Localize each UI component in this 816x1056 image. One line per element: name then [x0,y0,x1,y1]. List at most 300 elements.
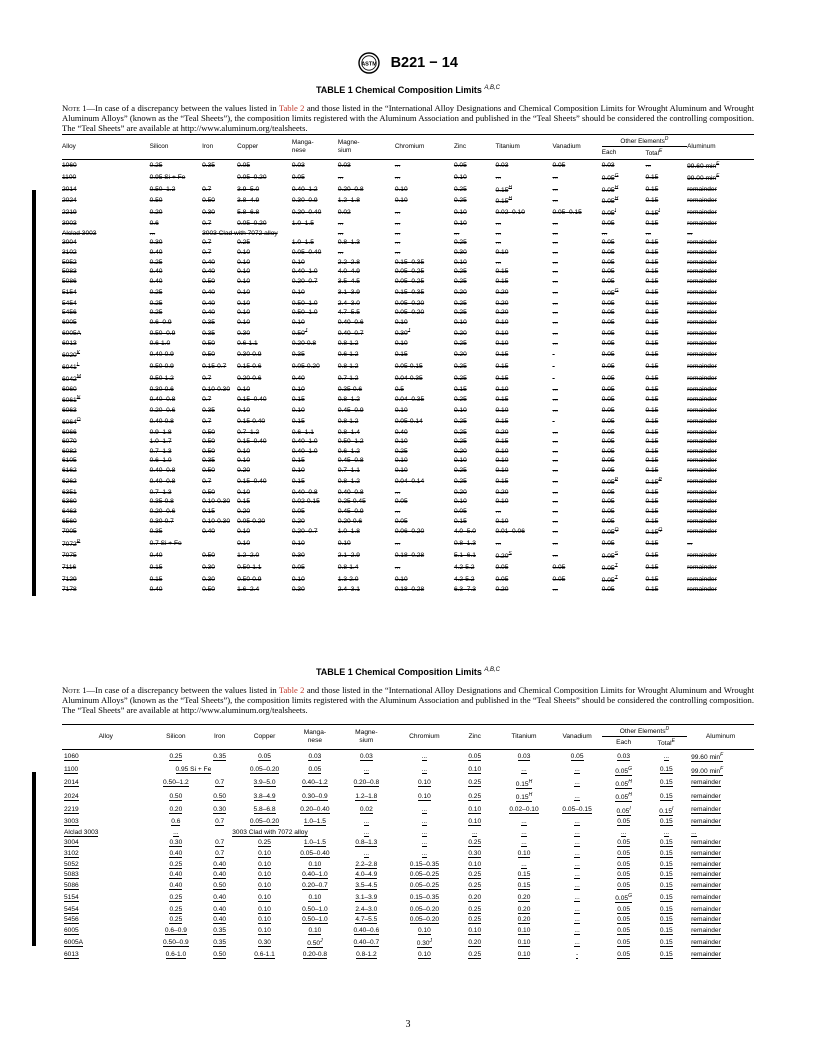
deleted-table-cell: $0.05^I$ [601,208,616,218]
deleted-table-cell: remainder [687,288,717,296]
new-table-cell: $0.15^I$ [659,805,674,815]
deleted-table-cell: 0.30-0.7 [149,517,174,525]
deleted-table-row [62,258,754,268]
deleted-table-cell: 0.15 [645,396,659,404]
deleted-table-cell: 0.15 [237,498,251,506]
new-table-cell: ... [574,849,580,857]
deleted-table-cell: 0.8-1.4 [337,563,359,571]
new-table-cell: 0.05 [570,752,584,760]
new-table-cell: 0.05 [617,839,631,847]
deleted-table-cell: 0.05–0.25 [394,268,425,276]
new-table-cell: 0.40 [169,871,183,879]
composition-table-new: Alloy Silicon Iron Copper Manga- nese Magne- sium Chromium Zinc Titanium Vanadium Other Elements$^D$ Aluminum Each Total$^E$ 1060 0.25 0.35 0.05 0.03 0.03 ... 0.05 0.03 0.05 0.03 ... 99.60 $\min^F$ 1100 0.95 Si + Fe 0.05–0.20 0.05 ... ... 0.10 ... ... $0.05^G$ 0.15 99.00 $\min^F$ 2014 0.50–1.2 0.7 3.9–5.0 0.40–1.2 0.20–0.8 0.10 0.25 $0.15^H$ ... $0.05^H$ 0.15 remainder 2024 0.50 0.50 3.8–4.9 0.30–0.9 1.2–1.8 0.10 0.25 $0.15^H$ ... $0.05^H$ 0.15 remainder 2219 0.20 0.30 5.8–6.8 0.20–0.40 0.02 ... 0.10 0.02–0.10 0.05–0.15 $0.05^I$ $0.15^I$ remainder 3003 0.6 0.7 0.05–0.20 1.0–1.5 ... ... 0.10 ... ... 0.05 0.15 remainder Alclad 3003 ... 3003 Clad with 7072 alloy ... ... ... ... ... ... ... ... 3004 0.30 0.7 0.25 1.0–1.5 0.8–1.3 ... 0.25 ... ... 0.05 0.15 remainder 3102 0.40 0.7 0.10 0.05–0.40 ... ... 0.30 0.10 ... 0.05 0.15 remainder 5052 0.25 0.40 0.10 0.10 2.2–2.8 0.15–0.35 0.10 ... ... 0.05 0.15 remainder 5083 0.40 0.40 0.10 0.40–1.0 4.0–4.9 0.05–0.25 0.25 0.15 ... 0.05 0.15 remainder 5086 0.40 0.50 0.10 0.20–0.7 3.5–4.5 0.05–0.25 0.25 0.15 ... 0.05 0.15 remainder 5154 0.25 0.40 0.10 0.10 3.1–3.9 0.15–0.35 0.20 0.20 ... $0.05^G$ 0.15 remainder 5454 0.25 0.40 0.10 0.50–1.0 2.4–3.0 0.05–0.20 0.25 0.20 ... 0.05 0.15 remainder 5456 0.25 0.40 0.10 0.50–1.0 4.7–5.5 0.05–0.20 0.25 0.20 ... 0.05 0.15 remainder 6005 0.6–0.9 0.35 0.10 0.10 0.40–0.6 0.10 0.10 0.10 ... 0.05 0.15 remainder 6005A 0.50–0.9 0.35 0.30 $0.50^J$ 0.40–0.7 $0.30^J$ 0.20 0.10 ... 0.05 0.15 remainder 6013 0.6-1.0 0.50 0.6-1.1 0.20-0.8 0.8-1.2 0.10 0.25 0.10 - 0.05 0.15 remainder [62,724,754,961]
deleted-table-cell: ... [552,407,558,415]
new-table-cell: Alclad 3003 [64,828,99,836]
deleted-table-cell: 7005 [62,528,77,536]
new-table-cell: 0.6-1.1 [254,950,275,958]
new-table-cell: ... [663,752,670,760]
deleted-table-cell: 0.05 [601,309,615,317]
deleted-table-cell: 0.15–0.35 [394,258,425,266]
new-table-cell: ... [574,792,580,800]
new-table-cell: ... [574,893,580,901]
deleted-table-cell: 0.20 [453,351,467,359]
deleted-table-cell: 6.3–7.3 [453,586,476,594]
deleted-table-cell: 0.20–0.6 [149,507,176,515]
deleted-table-cell: 0.05 [601,447,615,455]
new-table-cell: $0.05^I$ [616,805,631,815]
deleted-table-cell: 0.18–0.28 [394,552,425,560]
deleted-table-cell: 1.2–1.8 [337,197,360,205]
deleted-table-cell: remainder [687,447,717,455]
deleted-table-cell: 0.05 [291,173,305,181]
deleted-table-cell: ... [495,258,502,266]
new-table-cell: 0.15 [659,905,673,913]
deleted-table-cell: 1.0–1.5 [291,220,314,228]
new-table-cell: ... [574,881,580,889]
deleted-table-cell: 0.25 [453,278,467,286]
deleted-table-row [62,299,754,309]
deleted-table-cell: 0.10 [453,498,467,506]
new-table-cell: 6013 [64,950,79,958]
deleted-table-cell: 6005A [62,329,82,337]
new-table-cell: $0.50^J$ [307,938,323,948]
new-table-cell: 0.7 [215,818,225,826]
new-table-cell: ... [471,828,478,836]
deleted-table-cell: 0.40–0.8 [337,488,364,496]
deleted-table-row [62,538,754,550]
new-table-cell: 0.03 [308,752,322,760]
new-table-cell: 0.50 [213,792,227,800]
deleted-table-cell: 5052 [62,258,77,266]
deleted-table-cell: 0.25 [453,185,467,193]
deleted-table-cell: 0.15 [645,173,659,181]
new-table-cell: 0.15 [659,792,673,800]
deleted-table-cell: 0.7 [202,417,212,425]
deleted-table-cell: 0.40–0.8 [291,488,318,496]
deleted-table-cell: 0.50 [202,447,215,455]
deleted-table-cell: ... [552,498,558,506]
deleted-table-cell: 0.50 [202,438,215,446]
deleted-table-cell: 0.15 [645,428,659,436]
new-table-cell: 0.40 [213,916,227,924]
new-table-cell: 0.15 [659,860,673,868]
new-table-cell: 0.05 [617,860,631,868]
new-table-cell: 0.10 [258,905,271,913]
deleted-table-cell: 0.10 [237,407,251,415]
deleted-table-cell: 3.1–3.9 [337,288,360,296]
deleted-table-cell: 0.20 [453,288,467,296]
deleted-table-cell: 0.10 [291,407,305,415]
deleted-table-cell: 0.50 [202,197,215,205]
deleted-table-cell: 0.25 [453,309,467,317]
deleted-table-cell: 1.0–1.7 [149,438,172,446]
deleted-table-cell: $0.05^T$ [601,562,618,572]
new-table-cell: 0.40 [169,881,183,889]
deleted-table-cell: 0.15 [645,385,659,393]
deleted-table-cell: 0.10 [291,288,305,296]
deleted-table-cell: 0.25 [453,239,467,247]
deleted-table-cell: ... [453,229,460,237]
deleted-table-cell: ... [552,396,558,404]
deleted-table-cell: ... [552,288,558,296]
deleted-table-cell: 0.35 [149,528,163,536]
new-table-cell: ... [574,828,580,836]
deleted-table-cell: 0.04-0.35 [394,374,423,382]
deleted-table-cell: 0.7–1.1 [337,467,360,475]
deleted-table-cell: ... [552,477,558,485]
new-table-cell: ... [691,828,697,836]
deleted-table-cell: 0.25 [453,268,467,276]
new-table-cell: ... [363,765,370,773]
new-table-cell: 1100 [64,765,79,773]
deleted-table-cell: 0.35 [202,161,215,169]
deleted-table-cell: 0.20 [495,309,509,317]
deleted-table-cell: 0.05-0.14 [394,417,423,425]
deleted-table-row [62,497,754,507]
deleted-table-cell: 0.15 [453,385,467,393]
new-table-cell: $0.05^G$ [615,765,632,775]
new-table-cell: 5083 [64,871,79,879]
deleted-table-cell: 0.10 [237,318,251,326]
deleted-table-cell: 0.10 [453,173,467,181]
deleted-table-cell: 0.30 [202,209,215,217]
new-table-row [62,859,754,870]
deleted-table-cell: 0.10 [495,318,509,326]
deleted-table-cell: $0.15^I$ [645,208,660,218]
new-table-cell: 3.9–5.0 [253,779,276,787]
new-table-cell: 0.05 [468,752,482,760]
new-table-cell: 0.20–0.8 [353,779,380,787]
new-table-cell: remainder [691,871,721,879]
deleted-table-cell: ... [552,173,558,181]
new-table-cell: 0.25 [468,792,482,800]
new-table-cell: 3.8–4.9 [253,792,276,800]
deleted-table-cell: remainder [687,209,717,217]
deleted-table-cell: 0.40-0.8 [149,417,174,425]
table-title-2: TABLE 1 Chemical Composition Limits $^{A,B,C}$ [315,667,501,677]
deleted-table-cell: remainder [687,586,717,594]
deleted-table-cell: 0.05 [601,362,615,370]
new-table-cell: 0.05–0.40 [300,849,330,857]
deleted-table-cell: 0.40–1.0 [291,268,318,276]
new-table-cell: 0.8–1.3 [355,839,378,847]
deleted-table-cell: 3003 [62,220,77,228]
new-table-cell: 0.10 [468,806,482,814]
deleted-table-cell: $7072^R$ [62,539,81,549]
new-table-cell: 0.05 [617,818,631,826]
new-table-cell: remainder [691,860,721,868]
deleted-table-cell: 5454 [62,299,77,307]
deleted-table-cell: 0.15 [495,351,509,359]
new-table-cell: 2.2–2.8 [355,860,378,868]
new-table-cell: 0.7 [215,839,225,847]
deleted-table-cell: - [552,374,555,382]
deleted-table-cell: 0.50 [202,467,215,475]
deleted-table-cell: remainder [687,374,717,382]
deleted-table-cell: 0.15 [645,351,659,359]
deleted-table-cell: 0.10 [394,185,408,193]
deleted-table-cell: remainder [687,340,717,348]
deleted-table-cell: 0.10 [495,249,509,257]
new-table-row [62,838,754,849]
new-table-row [62,804,754,817]
deleted-table-cell: 0.15 [149,575,163,583]
deleted-table-cell: 0.10 [453,209,467,217]
deleted-table-cell: 0.05 [552,161,566,169]
new-table-cell: 0.10 [468,926,482,934]
deleted-table-cell: 0.50 [202,340,215,348]
deleted-table-cell: 0.15 [495,374,509,382]
new-table-cell: 0.50–1.2 [163,779,189,787]
deleted-table-cell: 0.10 [394,457,408,465]
new-table-cell: remainder [691,849,721,857]
deleted-table-cell: 0.15 [645,586,659,594]
deleted-table-cell: 0.20–0.7 [291,278,318,286]
new-table-cell: 0.25 [468,871,482,879]
deleted-table-cell: 5.1–6.1 [453,552,476,560]
new-table-cell: 0.10 [258,916,271,924]
deleted-table-cell: ... [394,173,401,181]
deleted-table-row [62,550,754,562]
new-table-cell: 0.10 [258,881,271,889]
deleted-table-cell: 0.10 [453,220,467,228]
deleted-table-cell: 0.8–1.4 [337,428,360,436]
new-table-cell: ... [574,860,580,868]
deleted-table-cell: 1100 [62,173,77,181]
deleted-table-cell: 6005 [62,318,77,326]
new-table-cell: 0.05 [617,849,631,857]
deleted-table-cell: 0.35 [202,407,215,415]
deleted-table-cell: 0.6–1.2 [337,447,360,455]
new-table-cell: 0.40–0.6 [353,926,380,934]
new-table-cell: ... [421,849,428,857]
deleted-table-cell: 0.50 [202,552,215,560]
deleted-table-cell: 0.05 [601,340,615,348]
deleted-table-row [62,219,754,229]
new-table-cell: 0.40–1.0 [302,871,328,879]
deleted-table-cell: ... [552,239,558,247]
deleted-table-cell: 0.7 [202,220,212,228]
deleted-table-cell: 0.05 [601,498,615,506]
new-table-cell: 2219 [64,806,79,814]
deleted-table-cell: 0.30 [202,563,215,571]
deleted-table-cell: $0.05^S$ [601,550,618,561]
deleted-table-cell: 5086 [62,278,77,286]
deleted-table-cell: 0.10 [453,258,467,266]
deleted-table-cell: 0.02-0.15 [291,498,320,506]
deleted-table-cell: 0.40–0.7 [337,329,364,337]
deleted-table-cell: $0.05^H$ [601,196,619,206]
deleted-table-cell: ... [394,229,401,237]
new-table-cell: 5086 [64,881,79,889]
deleted-table-cell: ... [552,488,558,496]
deleted-table-cell: Alclad 3003 [62,229,97,237]
new-table-cell: ... [521,860,527,868]
table-2-link[interactable]: Table 2 [278,103,305,113]
new-table-cell: ... [421,806,428,814]
new-table-cell: 0.10 [308,926,322,934]
deleted-table-cell: 3.8–4.9 [237,197,260,205]
deleted-table-cell: 0.25 [453,467,467,475]
new-table-cell: 0.7 [215,849,225,857]
deleted-table-cell: remainder [687,268,717,276]
deleted-table-cell: 0.15 [645,278,659,286]
new-table-row [62,849,754,860]
deleted-table-cell: 4.7–5.5 [337,309,360,317]
new-table-cell: 0.10 [517,938,531,946]
deleted-table-cell: 0.40 [394,428,408,436]
new-table-cell: 0.25 [468,881,482,889]
deleted-table-cell: 6013 [62,340,77,348]
new-table-cell: 0.10 [468,765,482,773]
deleted-table-cell: ... [337,173,344,181]
deleted-table-cell: 0.40 [202,528,215,536]
new-table-cell: ... [574,871,580,879]
deleted-table-cell: ... [495,173,502,181]
deleted-table-cell: remainder [687,517,717,525]
deleted-table-cell: $0.30^J$ [394,328,411,338]
deleted-table-cell: 0.15 [645,507,659,515]
new-table-cell: 0.40 [213,860,227,868]
deleted-table-row [62,562,754,574]
deleted-table-row [62,517,754,527]
deleted-table-cell: 0.50–1.0 [291,309,318,317]
deleted-table-cell: remainder [687,396,717,404]
deleted-table-cell: 0.7–1.2 [237,428,260,436]
deleted-table-cell: 1.3-2.0 [337,575,359,583]
new-table-cell: 0.40–0.7 [353,938,380,946]
new-table-cell: 0.6 [171,818,181,826]
new-table-cell: 0.20–0.40 [300,806,330,814]
deleted-table-cell: ... [495,507,502,515]
deleted-table-cell: 0.04–0.14 [394,477,425,485]
deleted-table-cell: 0.05 [601,467,615,475]
deleted-table-cell: 0.40 [149,552,163,560]
deleted-table-cell: ... [394,488,401,496]
new-table-cell: 0.10 [517,950,531,958]
new-table-cell: remainder [691,792,721,800]
deleted-table-cell: 0.15 [645,540,659,548]
deleted-table-cell: 0.35 [202,329,215,337]
new-table-row [62,777,754,790]
deleted-table-cell: 4.0–5.0 [453,528,476,536]
change-bar-bottom [32,772,36,946]
deleted-table-cell: 3.5–4.5 [337,278,360,286]
deleted-table-cell: ... [394,239,401,247]
new-table-cell: ... [363,818,370,826]
new-table-cell: 0.50–0.9 [163,938,189,946]
deleted-table-cell: 99.00 $\min^F$ [687,172,720,182]
deleted-table-cell: $6042^M$ [62,373,81,383]
deleted-table-cell: 0.6–1.0 [149,457,172,465]
new-table-cell: 5454 [64,905,79,913]
deleted-table-cell: 0.15 [645,488,659,496]
deleted-table-cell: remainder [687,197,717,205]
new-table-row [62,950,754,961]
deleted-table-cell: 0.05–0.15 [552,209,582,217]
new-table-cell: 1.0–1.5 [303,839,326,847]
deleted-table-row [62,526,754,538]
deleted-table-cell: remainder [687,507,717,515]
deleted-table-cell: 0.45–0.9 [337,507,364,515]
deleted-table-cell: 0.45–0.9 [337,407,364,415]
deleted-table-cell: 0.15 [645,563,659,571]
new-table-cell: 0.20 [517,905,531,913]
deleted-table-cell: 0.05 [552,575,566,583]
deleted-table-cell: 0.15-0.6 [237,362,262,370]
deleted-table-cell: 0.20 [495,288,509,296]
deleted-table-cell: 3003 Clad with 7072 alloy [202,229,278,237]
new-table-row [62,926,754,937]
new-table-cell: 0.15 [517,871,531,879]
deleted-table-cell: remainder [687,528,717,536]
deleted-table-cell: 2219 [62,209,77,217]
deleted-table-row [62,195,754,207]
new-table-cell: 0.25 [169,860,183,868]
deleted-table-cell: 0.5 [394,385,404,393]
deleted-table-cell: 0.50–1.2 [337,438,364,446]
deleted-table-cell: 4.2-5.2 [453,575,475,583]
deleted-table-cell: 3004 [62,239,77,247]
new-table-cell: 0.10 [258,871,271,879]
deleted-table-cell: 0.7 [202,477,212,485]
deleted-table-cell: 0.05 [601,540,615,548]
deleted-table-cell: $0.05^T$ [601,574,618,584]
new-table-cell: ... [574,938,580,946]
deleted-table-cell: 0.10 [291,258,305,266]
deleted-table-cell: 0.10 [291,385,305,393]
deleted-table-cell: 0.15 [645,318,659,326]
deleted-table-cell: 0.05-0.20 [291,362,320,370]
deleted-table-cell: 0.8–1.2 [337,396,360,404]
new-table-cell: ... [421,839,428,847]
deleted-table-row [62,287,754,299]
deleted-table-cell: 0.20-0.6 [237,374,262,382]
table-2-link-2[interactable]: Table 2 [278,685,305,695]
deleted-table-cell: 0.30-0.6 [149,385,174,393]
new-table-cell: 0.30 [258,938,271,946]
deleted-table-cell: 0.10 [291,467,305,475]
deleted-table-cell: 0.35 [202,318,215,326]
new-table-cell: 0.35 [213,926,227,934]
deleted-table-cell: 0.15-0.40 [237,417,266,425]
deleted-table-cell: 0.35-0.6 [337,385,363,393]
deleted-table-cell: 0.10 [237,258,251,266]
new-table-cell: - [575,950,579,958]
deleted-table-cell: 0.05 [601,488,615,496]
deleted-table-cell: 0.02 [337,209,351,217]
new-table-cell: 3003 Clad with 7072 alloy [232,828,308,836]
deleted-table-cell: $6061^N$ [62,395,81,405]
deleted-table-cell: 0.10 [337,540,351,548]
deleted-table-cell: 0.05 [291,563,305,571]
new-table-cell: 0.05 [617,881,631,889]
deleted-table-cell: 0.10 [453,318,467,326]
deleted-table-cell: 0.05–0.20 [394,309,425,317]
deleted-table-cell: 0.03 [601,161,615,169]
new-table-cell: 3004 [64,839,79,847]
deleted-table-cell: 0.15 [645,268,659,276]
deleted-table-cell: 0.05 [601,258,615,266]
deleted-table-cell: 0.40–1.0 [291,438,318,446]
deleted-table-cell: 2014 [62,185,77,193]
deleted-table-cell: 0.05 [453,507,467,515]
new-table-cell: $0.15^H$ [515,778,533,788]
deleted-table-cell: 0.45–0.8 [337,457,364,465]
new-table-cell: 0.8-1.2 [356,950,377,958]
deleted-table-row [62,574,754,586]
new-table-cell: 0.6–0.9 [164,926,187,934]
